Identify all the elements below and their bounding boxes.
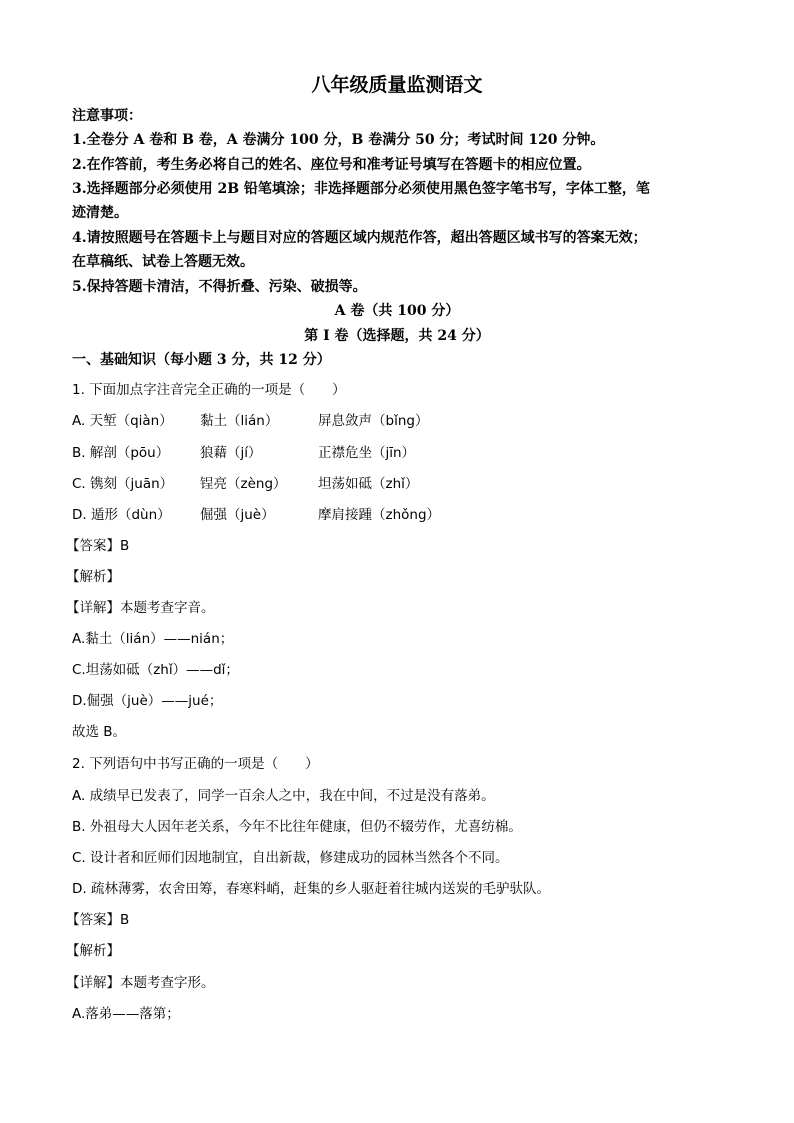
q2-option-b: B. 外祖母大人因年老关系，今年不比往年健康，但仍不辍劳作，尤喜纺棉。 bbox=[72, 819, 522, 835]
q1-option-d bbox=[72, 506, 440, 524]
q1-stem: 1. 下面加点字注音完全正确的一项是（ ） bbox=[72, 382, 346, 398]
q2-analysis-line: A.落弟——落第； bbox=[72, 1006, 180, 1022]
q2-detail: 【详解】本题考查字形。 bbox=[66, 975, 215, 991]
notice-item: 1.全卷分 A 卷和 B 卷，A 卷满分 100 分，B 卷满分 50 分；考试时间 120 分钟。 bbox=[72, 132, 605, 148]
section-one-heading: 一、基础知识（每小题 3 分，共 12 分） bbox=[72, 352, 331, 368]
q1-analysis-label: 【解析】 bbox=[66, 569, 120, 585]
notice-item: 3.选择题部分必须使用 2B 铅笔填涂；非选择题部分必须使用黑色签字笔书写，字体工整，笔 bbox=[72, 181, 650, 197]
q1-analysis-line: A.黏土（lián）——nián； bbox=[72, 631, 234, 647]
q1-answer: 【答案】B bbox=[66, 538, 130, 554]
option-part: D. 遁形（dùn） bbox=[72, 507, 171, 523]
notice-item: 4.请按照题号在答题卡上与题目对应的答题区域内规范作答，超出答题区域书写的答案无效； bbox=[72, 230, 647, 246]
q2-option-c: C. 设计者和匠师们因地制宜，自出新裁，修建成功的园林当然各个不同。 bbox=[72, 850, 509, 866]
q1-detail: 【详解】本题考查字音。 bbox=[66, 600, 215, 616]
part-one-heading: 第 I 卷（选择题，共 24 分） bbox=[304, 328, 490, 344]
option-part: 狼藉（jí） bbox=[200, 445, 262, 461]
section-a-heading: A 卷（共 100 分） bbox=[334, 303, 460, 319]
q1-option-c bbox=[72, 475, 418, 493]
q1-conclusion: 故选 B。 bbox=[72, 724, 127, 740]
q2-analysis-label: 【解析】 bbox=[66, 943, 120, 959]
q2-stem: 2. 下列语句中书写正确的一项是（ ） bbox=[72, 756, 319, 772]
option-part: 坦荡如砥（zhǐ） bbox=[318, 476, 419, 492]
option-part: 摩肩接踵（zhǒng） bbox=[318, 507, 441, 523]
q2-answer: 【答案】B bbox=[66, 912, 130, 928]
option-part: C. 镌刻（juān） bbox=[72, 476, 174, 492]
option-part: 正襟危坐（jīn） bbox=[318, 445, 416, 461]
page-title: 八年级质量监测语文 bbox=[311, 74, 483, 96]
q2-option-a: A. 成绩早已发表了，同学一百余人之中，我在中间，不过是没有落弟。 bbox=[72, 788, 495, 804]
q1-analysis-line: D.倔强（juè）——jué； bbox=[72, 693, 223, 709]
notice-item: 在草稿纸、试卷上答题无效。 bbox=[72, 254, 254, 270]
option-part: B. 解剖（pōu） bbox=[72, 445, 170, 461]
notice-heading: 注意事项： bbox=[72, 108, 142, 124]
option-part: 锃亮（zèng） bbox=[200, 476, 287, 492]
q1-analysis-line: C.坦荡如砥（zhǐ）——dǐ； bbox=[72, 662, 239, 678]
q1-option-b bbox=[72, 444, 415, 462]
option-part: 黏土（lián） bbox=[200, 413, 279, 429]
option-part: 倔强（juè） bbox=[200, 507, 275, 523]
notice-item: 5.保持答题卡清洁，不得折叠、污染、破损等。 bbox=[72, 279, 367, 295]
option-part: A. 天堑（qiàn） bbox=[72, 413, 173, 429]
q1-option-a bbox=[72, 412, 428, 430]
notice-item: 2.在作答前，考生务必将自己的姓名、座位号和准考证号填写在答题卡的相应位置。 bbox=[72, 157, 591, 173]
q2-option-d: D. 疏林薄雾，农舍田筹，春寒料峭，赶集的乡人驱赶着往城内送炭的毛驴驮队。 bbox=[72, 881, 550, 897]
notice-item: 迹清楚。 bbox=[72, 205, 128, 221]
option-part: 屏息敛声（bǐng） bbox=[318, 413, 429, 429]
